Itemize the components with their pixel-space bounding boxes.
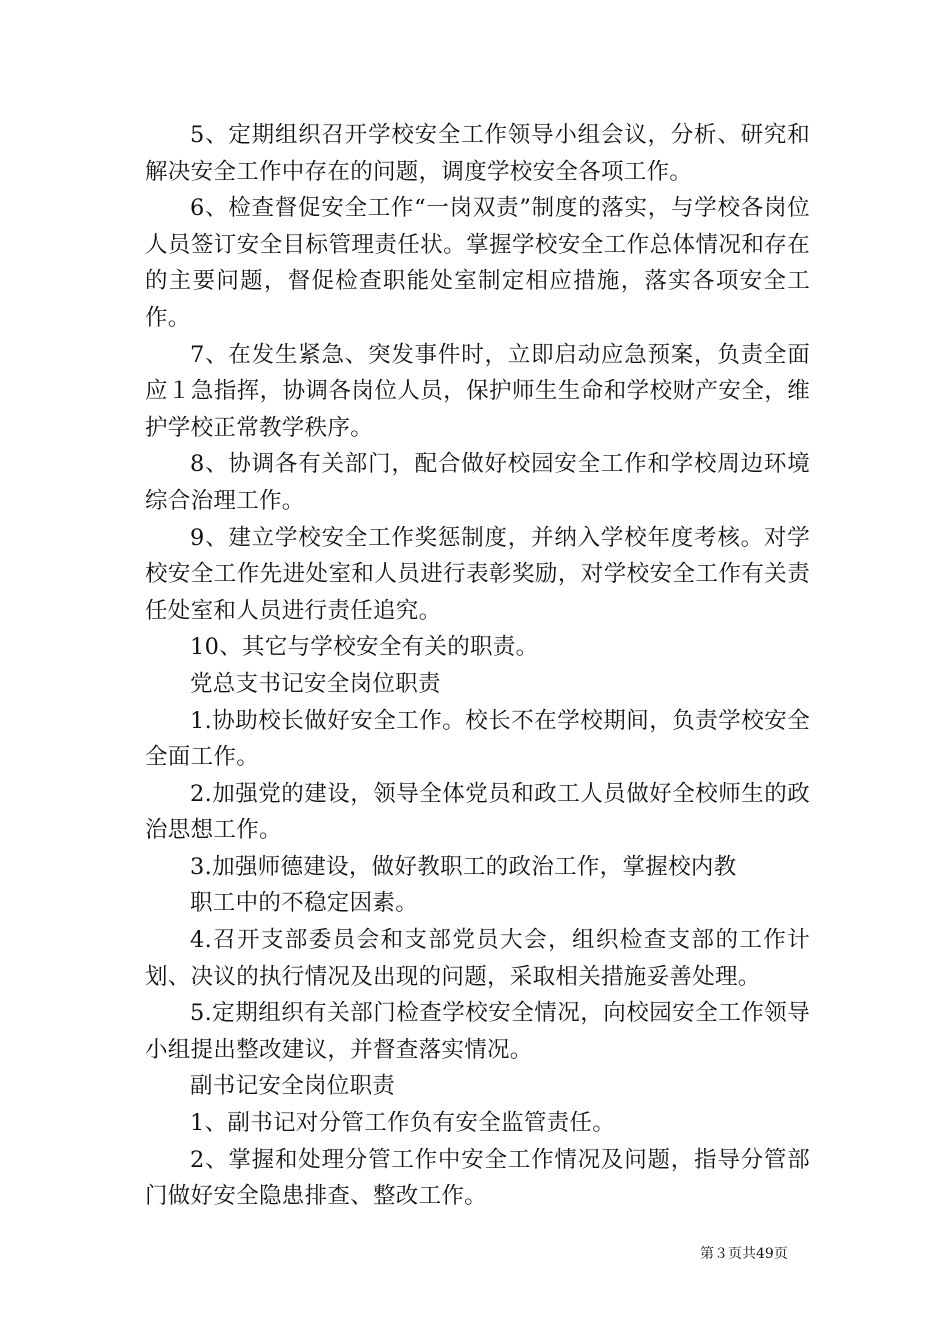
paragraph-duty-1: 1.协助校长做好安全工作。校长不在学校期间，负责学校安全全面工作。	[145, 707, 810, 771]
paragraph-duty-5: 5.定期组织有关部门检查学校安全情况，向校园安全工作领导小组提出整改建议，并督查落实情况。	[145, 1000, 810, 1063]
paragraph-duty-3-continued: 职工中的不稳定因素。	[190, 890, 419, 917]
paragraph-item-8: 8、协调各有关部门，配合做好校园安全工作和学校周边环境综合治理工作。	[145, 451, 810, 514]
paragraph-item-9: 9、建立学校安全工作奖惩制度，并纳入学校年度考核。对学校安全工作先进处室和人员进行表彰奖励，对学校安全工作有关责任处室和人员进行责任追究。	[145, 524, 810, 624]
document-body	[145, 117, 810, 1215]
paragraph-item-5: 5、定期组织召开学校安全工作领导小组会议，分析、研究和解决安全工作中存在的问题，调度学校安全各项工作。	[145, 122, 810, 185]
paragraph-item-6: 6、检查督促安全工作“一岗双责”制度的落实，与学校各岗位人员签订安全目标管理责任状。掌握学校安全工作总体情况和存在的主要问题，督促检查职能处室制定相应措施，落实各项安全工作。	[145, 195, 810, 331]
section-heading-party-secretary: 党总支书记安全岗位职责	[190, 670, 441, 697]
paragraph-duty-2: 2.加强党的建设，领导全体党员和政工人员做好全校师生的政治思想工作。	[145, 780, 810, 844]
paragraph-deputy-duty-1: 1、副书记对分管工作负有安全监管责任。	[190, 1110, 616, 1137]
paragraph-duty-3: 3.加强师德建设，做好教职工的政治工作，掌握校内教	[190, 853, 737, 880]
section-heading-deputy-secretary: 副书记安全岗位职责	[190, 1073, 396, 1100]
paragraph-item-10: 10、其它与学校安全有关的职责。	[190, 634, 539, 661]
paragraph-item-7: 7、在发生紧急、突发事件时，立即启动应急预案，负责全面应１急指挥，协调各岗位人员，保护师生生命和学校财产安全，维护学校正常教学秩序。	[145, 341, 810, 441]
paragraph-duty-4: 4.召开支部委员会和支部党员大会，组织检查支部的工作计划、决议的执行情况及出现的问题，采取相关措施妥善处理。	[145, 927, 810, 990]
page-number: 第３页共49页	[700, 1246, 788, 1262]
paragraph-deputy-duty-2: 2、掌握和处理分管工作中安全工作情况及问题，指导分管部门做好安全隐患排查、整改工作。	[145, 1146, 810, 1210]
